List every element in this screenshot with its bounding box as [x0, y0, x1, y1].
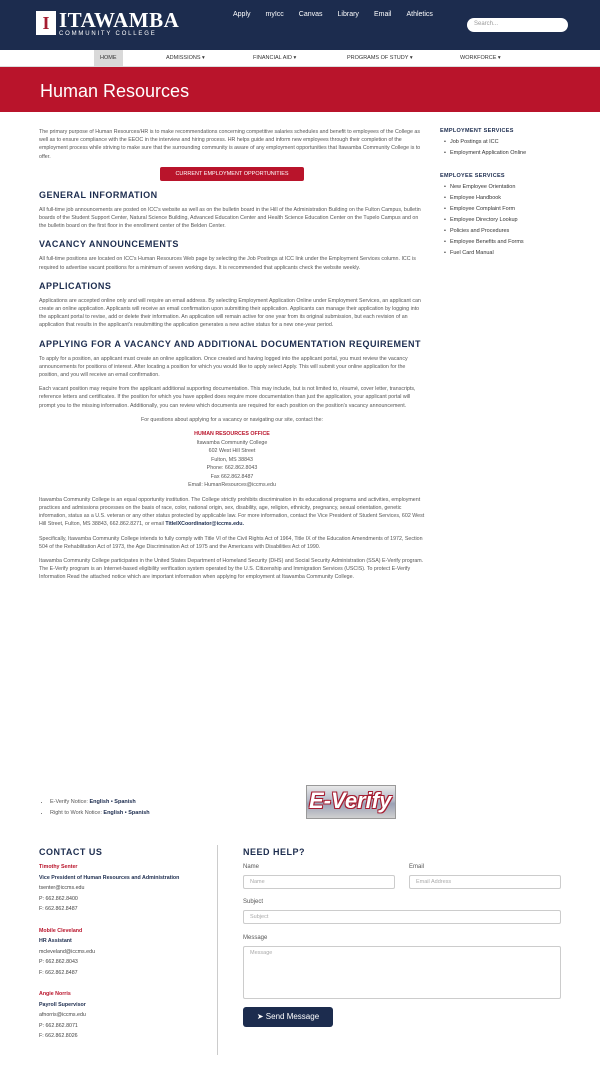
everify-notices — [50, 797, 150, 819]
everify-notice-item: • E-Verify Notice: English • Spanish — [50, 797, 150, 808]
main-content — [39, 128, 425, 588]
hr-office-block — [39, 430, 425, 490]
hr-office-line: Itawamba Community College — [196, 439, 268, 446]
title-compliance-paragraph: Specifically, Itawamba Community College intends to fully comply with Title VI of the Civil Rights Act of 1964, Title IX of the Education Amendments of 1972, Section 504 of the Rehabilitation Act of 1973, the Age Discrimination Act of 1975 and the Americans with Disabilities Act of 1990. — [39, 535, 423, 550]
eo-text: Itawamba Community College is an equal opportunity institution. The College strictly prohibits discrimination in its educational programs and activities, employment practices and admissions processes on the basis of race, color, national origin, sex, disability, age, religion, ethnicity, pregnancy, sexual orientation, genetic information, status as a U.S. veteran or any other status protected by applicable law. For more information, contact the Vice President of Student Services, 602 West Hill Street, Fulton, MS 38843, 662.862.8271, or email — [39, 496, 425, 528]
employee-services-list — [440, 182, 570, 259]
contact-title: Payroll Supervisor — [39, 1001, 86, 1008]
top-link-myicc[interactable]: myIcc — [265, 11, 284, 18]
right-to-work-spanish-link[interactable]: Spanish — [128, 810, 150, 816]
contact-title: HR Assistant — [39, 938, 72, 944]
hr-office-line: Fulton, MS 38843 — [211, 456, 253, 463]
contact-us-section — [39, 847, 209, 1053]
sidebar-link-benefits[interactable]: • Employee Benefits and Forms — [450, 237, 570, 248]
top-link-canvas[interactable]: Canvas — [298, 11, 323, 18]
dhs-paragraph: Itawamba Community College participates in the United States Department of Homeland Security (DHS) and Social Security Administration (SSA) E-Verify program. The E-Verify program is an Internet-based eligibility verification system operated by the U.S. Citizenship and Immigration Services (USCIS). To protect E-Verify Information Read the attached notice which are important information when applying for employment at Itawamba Community College. — [39, 558, 424, 581]
contact-email[interactable]: tsenter@iccms.edu — [39, 885, 85, 891]
sidebar-link-handbook[interactable]: • Employee Handbook — [450, 193, 570, 204]
contact-title: Vice President of Human Resources and Administration — [39, 874, 180, 881]
general-info-heading: GENERAL INFORMATION — [39, 189, 158, 200]
footer-divider — [217, 845, 218, 1055]
everify-spanish-link[interactable]: Spanish — [114, 799, 136, 805]
questions-line: For questions about applying for a vacancy or navigating our site, contact the: — [141, 416, 323, 423]
subject-label: Subject — [243, 899, 264, 905]
sidebar-link-complaint-form[interactable]: • Employee Complaint Form — [450, 204, 570, 215]
contact-person — [39, 926, 209, 979]
search-input[interactable]: Search... — [467, 18, 568, 32]
message-textarea[interactable]: Message — [243, 946, 561, 999]
top-header — [0, 0, 600, 50]
name-label: Name — [243, 864, 260, 870]
vacancy-heading: VACANCY ANNOUNCEMENTS — [39, 239, 179, 250]
nav-admissions[interactable]: ADMISSIONS ▾ — [166, 55, 205, 61]
nav-workforce[interactable]: WORKFORCE ▾ — [460, 55, 501, 61]
contact-name: Angie Norris — [39, 991, 71, 997]
everify-english-link[interactable]: English — [89, 799, 110, 805]
email-input[interactable]: Email Address — [409, 875, 561, 889]
applying-heading: APPLYING FOR A VACANCY AND ADDITIONAL DOCUMENTATION REQUIREMENT — [39, 338, 422, 349]
logo-name: ITAWAMBA — [59, 8, 180, 32]
title-ix-email-link[interactable]: TitleIXCoordinator@iccms.edu. — [165, 521, 244, 528]
applications-paragraph: Applications are accepted online only and will require an email address. By selecting Employment Application Online under Employment Services, an applicant can create an online application. Applicants will receive an email confirmation upon submitting their application. Applicants can manage their application by logging into the applicant portal to revise, add or delete their information. An application will remain active for one year from its original submission, but each revision of an application that results in the applicant's resubmitting the application generates a new active status for a new one-year period. — [39, 297, 421, 329]
contact-phone: P: 662.862.8043 — [39, 959, 78, 965]
contact-fax: F: 662.862.8026 — [39, 1033, 78, 1039]
top-link-email[interactable]: Email — [373, 11, 392, 18]
logo-subtitle: COMMUNITY COLLEGE — [59, 31, 157, 37]
email-label: Email — [409, 864, 425, 870]
college-logo[interactable] — [36, 8, 180, 41]
applications-heading: APPLICATIONS — [39, 280, 112, 291]
logo-mark: I — [36, 11, 56, 35]
sidebar-link-directory[interactable]: • Employee Directory Lookup — [450, 215, 570, 226]
top-links — [233, 11, 448, 18]
nav-home[interactable]: HOME — [94, 50, 123, 67]
help-heading: NEED HELP? — [243, 847, 306, 857]
top-link-library[interactable]: Library — [337, 11, 359, 18]
contact-fax: F: 662.862.8487 — [39, 906, 78, 912]
subject-input[interactable]: Subject — [243, 910, 561, 924]
intro-paragraph: The primary purpose of Human Resources/HR is to make recommendations concerning competitive salaries schedules and benefit to employees of the College as well as to ensure compliance with the EEOC in the interview and hiring process. HR helps guide and inform new employees through their completion of the employment process while striving to make sure that the surrounding community is aware of any employment opportunities that Itawamba Community College is to offer. — [39, 129, 421, 160]
hr-office-email[interactable]: Email: HumanResources@iccms.edu — [188, 482, 276, 489]
general-info-paragraph: All full-time job announcements are posted on ICC's website as well as on the bulletin board in the Hill of the Administration Building on the Fulton Campus, bulletin boards of the Student Support Center, Natural Science Building, Advanced Education Center and Health Science Education Center on the Tupelo Campus and on the bulletin board on the first floor in the enrollment center of the Belden Center. — [39, 206, 421, 230]
send-message-button[interactable] — [243, 1007, 333, 1027]
main-nav — [0, 50, 600, 67]
sidebar-link-application-online[interactable]: • Employment Application Online — [450, 148, 570, 159]
page-title: Human Resources — [40, 81, 190, 101]
nav-financial-aid[interactable]: FINANCIAL AID ▾ — [253, 55, 297, 61]
contact-person — [39, 862, 209, 915]
employment-services-heading: EMPLOYMENT SERVICES — [440, 128, 514, 134]
sidebar-link-policies[interactable]: • Policies and Procedures — [450, 226, 570, 237]
hr-office-line: Fax 662.862.8487 — [210, 473, 254, 480]
contact-email[interactable]: afnorris@iccms.edu — [39, 1012, 86, 1018]
need-help-form — [243, 847, 561, 1021]
contact-name: Mobile Cleveland — [39, 927, 83, 934]
right-to-work-notice-item: • Right to Work Notice: English • Spanish — [50, 808, 150, 819]
applying-paragraph-2: Each vacant position may require from the applicant additional supporting documentation. This may include, but is not limited to, résumé, cover letter, transcripts, reference letters and certificates. If the position for which you have applied does require more documentation than just the application, your applicant portal will prompt you to the missing information. Additionally, you can review which documents are required for each position on the position's vacancy announcement. — [39, 386, 416, 409]
hr-office-line: Phone: 662.862.8043 — [206, 465, 258, 472]
employment-services-list — [440, 137, 570, 159]
nav-programs[interactable]: PROGRAMS OF STUDY ▾ — [347, 55, 413, 61]
sidebar-link-fuel-card[interactable]: • Fuel Card Manual — [450, 248, 570, 259]
contact-person — [39, 989, 209, 1042]
contact-phone: P: 662.862.8400 — [39, 895, 78, 902]
employee-services-heading: EMPLOYEE SERVICES — [440, 173, 505, 179]
everify-logo — [306, 785, 396, 819]
message-label: Message — [243, 935, 268, 941]
top-link-apply[interactable]: Apply — [233, 11, 251, 18]
equal-opportunity-paragraph — [39, 496, 425, 529]
send-label: Send Message — [265, 1012, 320, 1021]
right-to-work-english-link[interactable]: English — [103, 810, 124, 816]
sidebar — [440, 128, 570, 273]
contact-phone: P: 662.862.8071 — [39, 1022, 78, 1029]
send-icon: ➤ — [256, 1012, 266, 1021]
applying-paragraph-1: To apply for a position, an applicant must create an online application. Once created and having logged into the applicant portal, you must review the vacancy announcements for positions of interest. After locating a position for which you would like to apply select Apply. This will submit your online application for the position, and you will receive an email confirmation. — [39, 355, 408, 379]
employment-opportunities-button[interactable]: CURRENT EMPLOYMENT OPPORTUNITIES — [160, 167, 304, 181]
hr-office-title: HUMAN RESOURCES OFFICE — [194, 431, 270, 438]
vacancy-paragraph: All full-time positions are located on ICC's Human Resources Web page by selecting the Job Postings at ICC link under the Employment Services column. ICC is required to advertise vacant positions for a minimum of seven working days. It is recommended that applicants check the website weekly. — [39, 256, 416, 271]
contact-email[interactable]: mcleveland@iccms.edu — [39, 948, 96, 955]
contact-fax: F: 662.862.8487 — [39, 969, 78, 976]
page-banner — [0, 67, 600, 112]
contact-heading: CONTACT US — [39, 847, 103, 857]
sidebar-link-job-postings[interactable]: • Job Postings at ICC — [450, 137, 570, 148]
name-input[interactable]: Name — [243, 875, 395, 889]
sidebar-link-orientation[interactable]: • New Employee Orientation — [450, 182, 570, 193]
contact-name: Timothy Senter — [39, 864, 78, 870]
top-link-athletics[interactable]: Athletics — [406, 11, 433, 18]
hr-office-line: 602 West Hill Street — [208, 448, 256, 455]
everify-logo-text: E-Verify — [309, 788, 392, 813]
